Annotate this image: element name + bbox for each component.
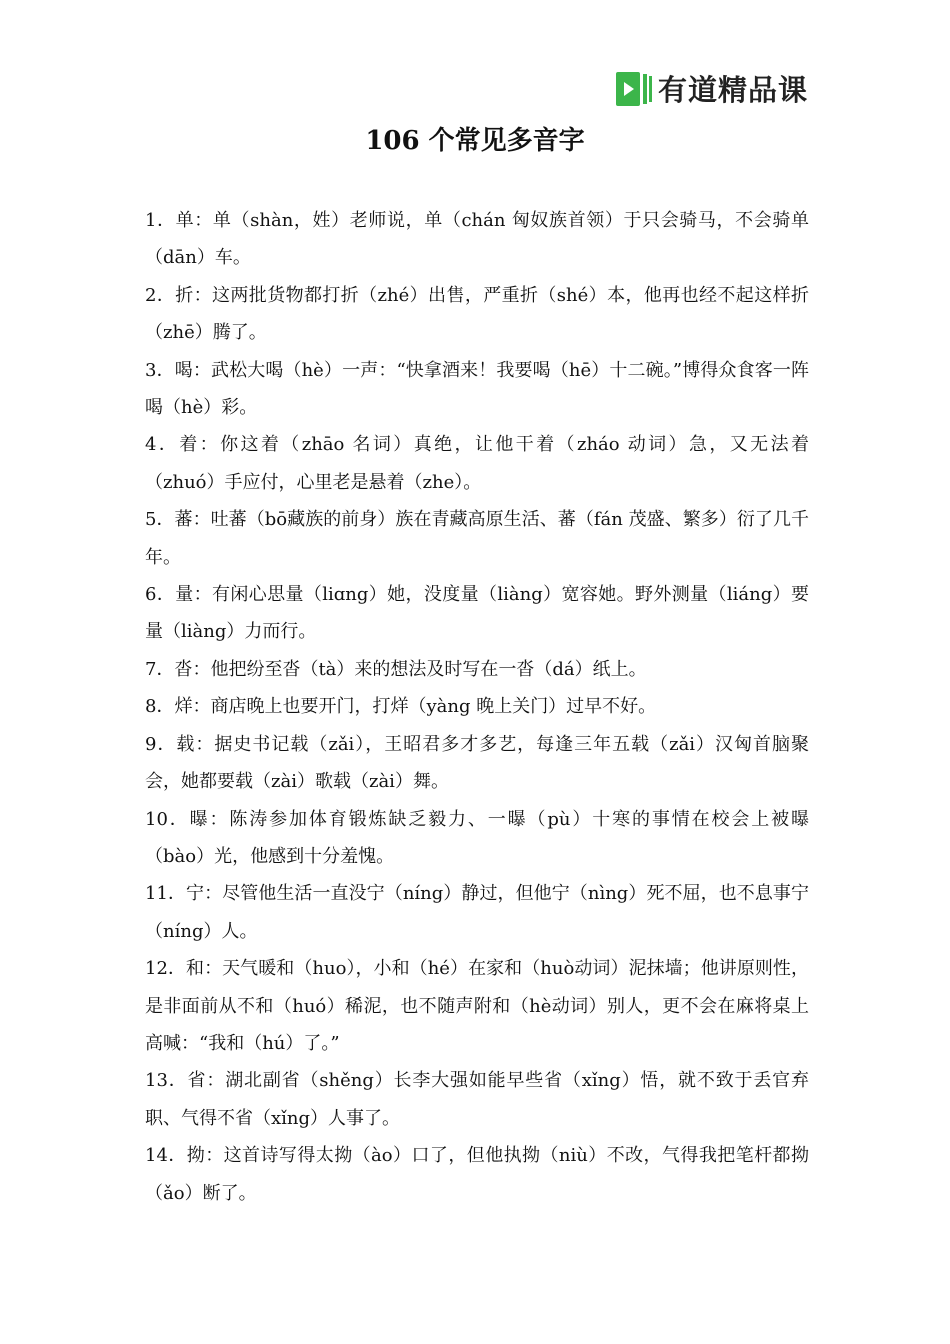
list-item: 12．和：天气暖和（huo），小和（hé）在家和（huò动词）泥抹墙；他讲原则性，是非面前从不和（huó）稀泥，也不随声附和（hè动词）别人，更不会在麻将桌上高喊：“我和（hú）了。” [145, 958, 809, 1054]
list-item: 3．喝：武松大喝（hè）一声：“快拿酒来！我要喝（hē）十二碗。”博得众食客一阵喝（hè）彩。 [145, 359, 809, 419]
logo-text: 有道精品课 [658, 73, 809, 107]
list-item: 9．载：据史书记载（zǎi），王昭君多才多艺，每逢三年五载（zǎi）汉匈首脑聚会，她都要载（zài）歌载（zài）舞。 [145, 733, 809, 793]
list-item: 2．折：这两批货物都打折（zhé）出售，严重折（shé）本，他再也经不起这样折（zhē）腾了。 [145, 284, 809, 344]
list-item: 1．单：单（shàn，姓）老师说，单（chán 匈奴族首领）于只会骑马，不会骑单（dān）车。 [145, 210, 809, 269]
list-item: 13．省：湖北副省（shěng）长李大强如能早些省（xǐng）悟，就不致于丢官弃职、气得不省（xǐng）人事了。 [145, 1070, 809, 1129]
list-item: 4．着：你这着（zhāo 名词）真绝，让他干着（zháo 动词）急，又无法着（zhuó）手应付，心里老是悬着（zhe）。 [145, 434, 809, 493]
list-item: 11．宁：尽管他生活一直没宁（níng）静过，但他宁（nìng）死不屈，也不息事宁（níng）人。 [145, 883, 809, 942]
list-item: 8．烊：商店晚上也要开门，打烊（yàng 晚上关门）过早不好。 [145, 696, 657, 718]
list-item: 6．量：有闲心思量（liɑng）她，没度量（liàng）宽容她。野外测量（liáng）要量（liàng）力而行。 [145, 584, 809, 643]
brand-logo [616, 68, 808, 109]
list-item: 5．蕃：吐蕃（bō藏族的前身）族在青藏高原生活、蕃（fán 茂盛、繁多）衍了几千年。 [145, 509, 809, 568]
list-item: 10．曝：陈涛参加体育锻炼缺乏毅力、一曝（pù）十寒的事情在校会上被曝（bào）光，他感到十分羞愧。 [145, 808, 809, 867]
page-title: 106 个常见多音字 [365, 126, 585, 156]
list-item: 14．拗：这首诗写得太拗（ào）口了，但他执拗（niù）不改，气得我把笔杆都拗（ǎo）断了。 [145, 1145, 809, 1204]
document-body [145, 202, 809, 1212]
list-item: 7．沓：他把纷至沓（tà）来的想法及时写在一沓（dá）纸上。 [145, 658, 647, 680]
play-book-icon [616, 72, 652, 106]
